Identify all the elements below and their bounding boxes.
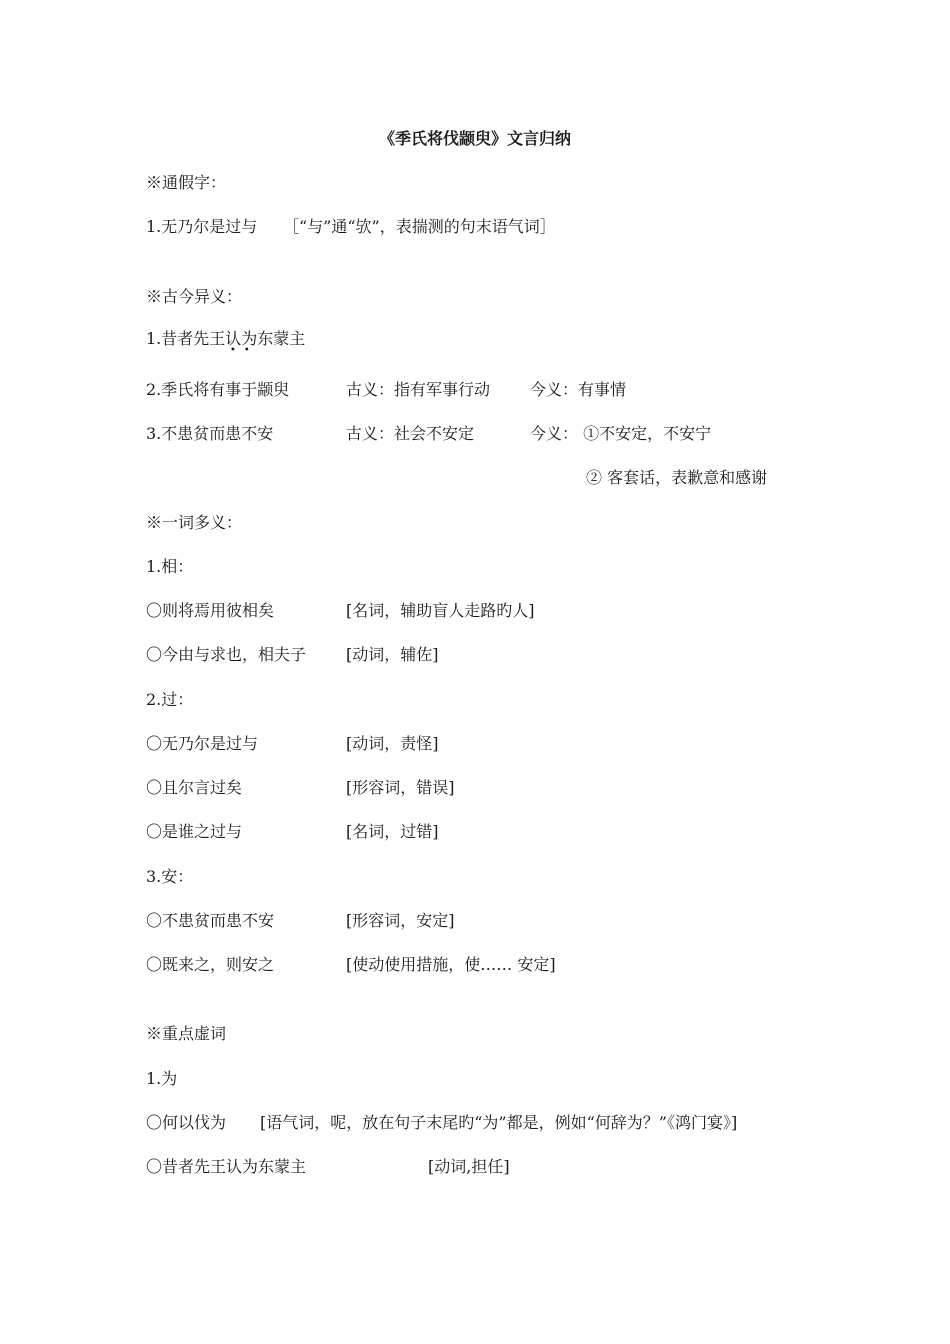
document-title: 《季氏将伐颛臾》文言归纳 <box>378 129 571 148</box>
gujin-item-3-jin: 今义： ①不安定，不安宁 <box>530 424 712 443</box>
yici-xiang-note-1: [名词，辅助盲人走路旳人] <box>346 601 535 620</box>
yici-xiang-example-2: 〇今由与求也，相夫子 <box>146 645 307 664</box>
yici-guo-example-3: 〇是谁之过与 <box>146 822 243 841</box>
yici-an-note-2: [使动使用措施，使…… 安定] <box>346 955 556 974</box>
xuci-label-wei: 1.为 <box>146 1069 178 1088</box>
tongjiazi-item-1: 1.无乃尔是过与 <box>146 217 258 236</box>
yici-label-an: 3.安： <box>146 867 194 886</box>
section-heading-xuci: ※重点虚词 <box>146 1024 227 1043</box>
gujin-item-2: 2.季氏将有事于颛臾 <box>146 380 290 399</box>
section-heading-yici: ※一词多义： <box>146 513 243 532</box>
emphasis-dots: •• <box>230 345 258 356</box>
yici-an-example-1: 〇不患贫而患不安 <box>146 911 275 930</box>
gujin-item-2-jin: 今义：有事情 <box>530 380 627 399</box>
yici-label-xiang: 1.相： <box>146 557 194 576</box>
gujin-item-3: 3.不患贫而患不安 <box>146 424 274 443</box>
tongjiazi-item-1-note: ［“与”通“欤”，表揣测的句末语气词］ <box>283 217 556 236</box>
yici-an-example-2: 〇既来之，则安之 <box>146 955 275 974</box>
yici-guo-note-2: [形容词，错误] <box>346 778 455 797</box>
gujin-item-2-gu: 古义：指有军事行动 <box>346 380 491 399</box>
yici-xiang-example-1: 〇则将焉用彼相矣 <box>146 601 275 620</box>
yici-xiang-note-2: [动词，辅佐] <box>346 645 439 664</box>
section-heading-gujin: ※古今异义： <box>146 287 243 306</box>
section-heading-tongjiazi: ※通假字： <box>146 173 227 192</box>
yici-guo-note-3: [名词，过错] <box>346 822 439 841</box>
xuci-wei-example-1: 〇何以伐为 <box>146 1113 227 1132</box>
yici-an-note-1: [形容词，安定] <box>346 911 455 930</box>
gujin-item-3-jin-2: ② 客套话，表歉意和感谢 <box>586 468 768 487</box>
gujin-item-1: 1.昔者先王认为东蒙主 <box>146 329 306 348</box>
yici-guo-example-1: 〇无乃尔是过与 <box>146 734 259 753</box>
xuci-wei-note-2: [动词,担任] <box>428 1157 510 1176</box>
yici-guo-note-1: [动词，责怪] <box>346 734 439 753</box>
yici-label-guo: 2.过： <box>146 690 194 709</box>
xuci-wei-note-1: [语气词，呢，放在句子末尾旳“为”都是，例如“何辞为？”《鸿门宴》] <box>260 1113 738 1132</box>
xuci-wei-example-2: 〇昔者先王认为东蒙主 <box>146 1157 307 1176</box>
yici-guo-example-2: 〇且尔言过矣 <box>146 778 243 797</box>
gujin-item-3-gu: 古义：社会不安定 <box>346 424 475 443</box>
